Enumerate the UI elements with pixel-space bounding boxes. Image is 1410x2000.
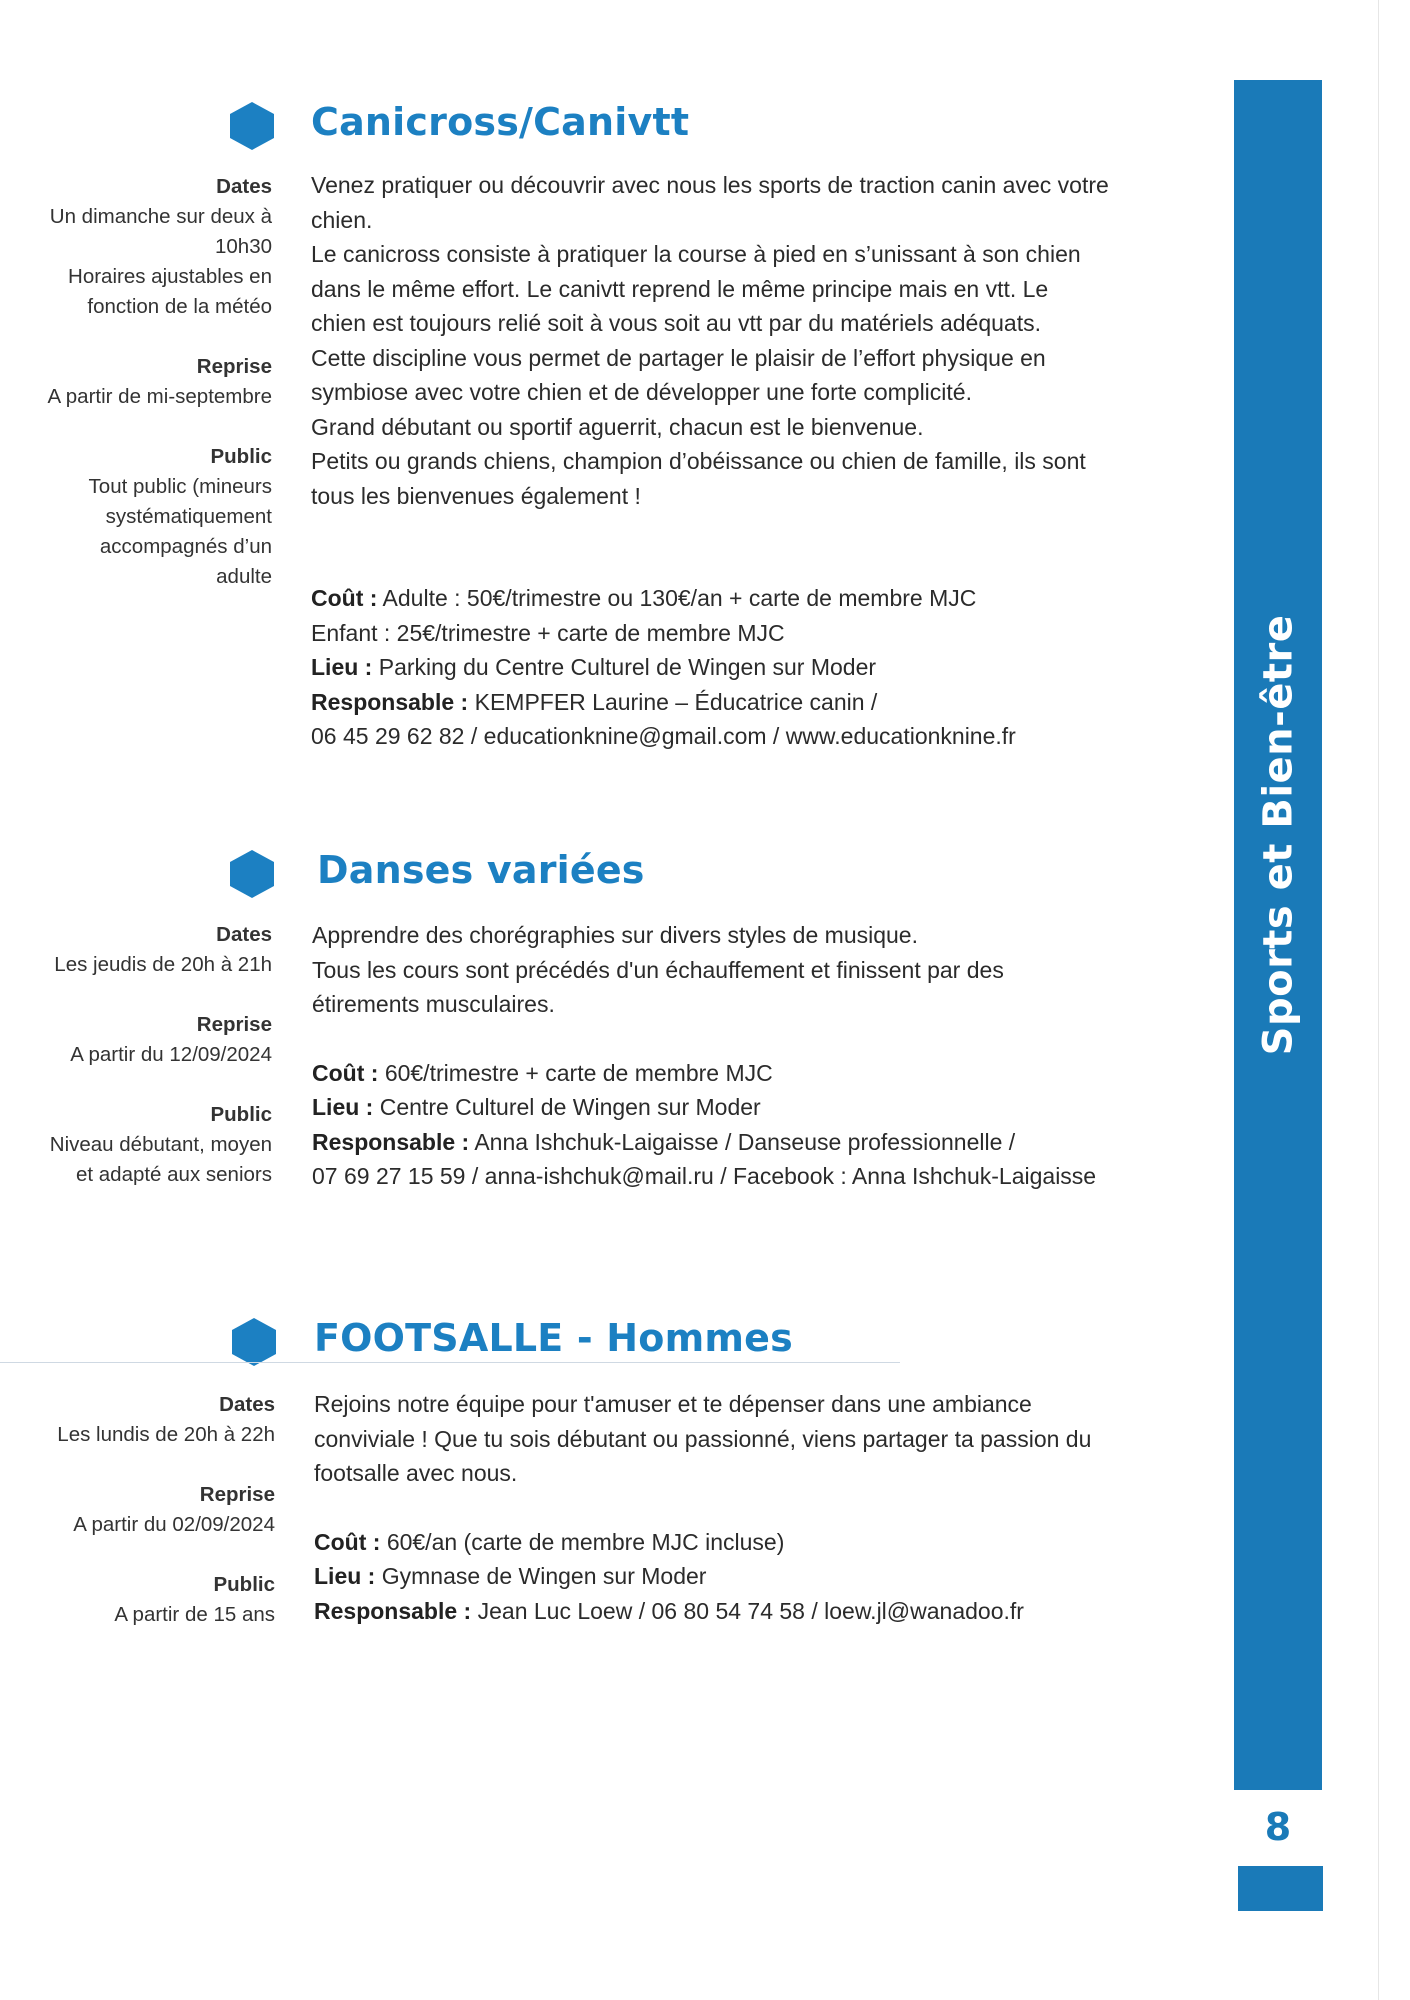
activity-description [311, 168, 1211, 754]
reprise-label: Reprise [199, 1483, 275, 1506]
cout-label: Coût : [314, 1528, 381, 1555]
responsable-label: Responsable : [311, 688, 469, 715]
activity-details [0, 172, 272, 592]
dates-value: 10h30 [214, 235, 272, 258]
responsable-contact: 07 69 27 15 59 / anna-ishchuk@mail.ru / Facebook : Anna Ishchuk-Laigaisse [312, 1163, 1097, 1189]
cout-line [314, 1525, 1214, 1560]
reprise-label: Reprise [196, 1013, 272, 1036]
description-line: Apprendre des chorégraphies sur divers styles de musique. [312, 922, 918, 948]
responsable-line [312, 1125, 1212, 1160]
lieu-value: Parking du Centre Culturel de Wingen sur Moder [378, 654, 877, 680]
description-line: Tous les cours sont précédés d'un échauffement et finissent par des [312, 956, 1004, 983]
description-line: chien. [311, 206, 373, 233]
lieu-label: Lieu : [314, 1563, 376, 1589]
public-label: Public [213, 1573, 275, 1596]
cout-label: Coût : [311, 585, 378, 611]
lieu-value: Gymnase de Wingen sur Moder [381, 1563, 707, 1589]
description-line: Cette discipline vous permet de partager le plaisir de l’effort physique en [311, 344, 1046, 371]
category-label: Sports et Bien-être [1255, 614, 1302, 1056]
cout-value: Adulte : 50€/trimestre ou 130€/an + carte de membre MJC [382, 585, 977, 611]
description-line: footsalle avec nous. [314, 1460, 518, 1486]
cout-value: 60€/trimestre + carte de membre MJC [384, 1059, 773, 1086]
cout-line [312, 1056, 1212, 1091]
description-line: Le canicross consiste à pratiquer la course à pied en s’unissant à son chien [311, 241, 1081, 267]
public-value: A partir de 15 ans [114, 1603, 275, 1626]
description-line: tous les bienvenues également ! [311, 482, 641, 509]
dates-label: Dates [216, 175, 272, 198]
activity-details [0, 1390, 275, 1630]
responsable-label: Responsable : [312, 1128, 470, 1155]
activity-title: FOOTSALLE - Hommes [314, 1316, 793, 1360]
public-value: adulte [216, 565, 272, 588]
responsable-value: Jean Luc Loew / 06 80 54 74 58 / loew.jl@wanadoo.fr [477, 1597, 1024, 1624]
public-label: Public [210, 1103, 272, 1126]
public-value: et adapté aux seniors [75, 1163, 272, 1186]
reprise-label: Reprise [196, 355, 272, 378]
dates-value: Les lundis de 20h à 22h [57, 1423, 275, 1446]
description-line: Petits ou grands chiens, champion d’obéissance ou chien de famille, ils sont [311, 448, 1086, 474]
lieu-label: Lieu : [311, 654, 373, 680]
cout-value: 60€/an (carte de membre MJC incluse) [386, 1528, 785, 1555]
hexagon-icon [230, 102, 274, 150]
public-value: Tout public (mineurs [88, 475, 272, 498]
description-line: Rejoins notre équipe pour t'amuser et te dépenser dans une ambiance [314, 1391, 1032, 1417]
page-edge [1378, 0, 1379, 2000]
responsable-line [311, 685, 1211, 720]
responsable-label: Responsable : [314, 1597, 472, 1624]
public-value: Niveau débutant, moyen [49, 1133, 272, 1156]
public-value: systématiquement [105, 505, 272, 528]
dates-value: fonction de la météo [87, 295, 272, 318]
activity-details [0, 920, 272, 1190]
activity-description [314, 1387, 1214, 1628]
category-label-container [1234, 80, 1322, 1790]
public-value: accompagnés d’un [99, 535, 272, 558]
activity-description [312, 918, 1212, 1194]
dates-value: Horaires ajustables en [68, 265, 272, 288]
cout-extra: Enfant : 25€/trimestre + carte de membre MJC [311, 619, 785, 646]
description-line: conviviale ! Que tu sois débutant ou passionné, viens partager ta passion du [314, 1425, 1092, 1452]
cout-line [311, 581, 1211, 616]
dates-value: Un dimanche sur deux à [49, 205, 272, 228]
activity-title: Canicross/Canivtt [311, 100, 690, 144]
hexagon-icon [230, 850, 274, 898]
lieu-value: Centre Culturel de Wingen sur Moder [379, 1094, 761, 1120]
dates-value: Les jeudis de 20h à 21h [54, 953, 272, 976]
description-line: dans le même effort. Le canivtt reprend le même principe mais en vtt. Le [311, 275, 1049, 302]
responsable-line [314, 1594, 1214, 1629]
page-number: 8 [1264, 1805, 1292, 1849]
divider [0, 1362, 900, 1363]
reprise-value: A partir du 12/09/2024 [70, 1043, 272, 1066]
description-line: Venez pratiquer ou découvrir avec nous les sports de traction canin avec votre [311, 172, 1109, 198]
lieu-line [314, 1559, 1214, 1594]
lieu-line [311, 650, 1211, 685]
public-label: Public [210, 445, 272, 468]
dates-label: Dates [219, 1393, 275, 1416]
hexagon-icon [232, 1318, 276, 1366]
reprise-value: A partir de mi-septembre [47, 385, 272, 408]
responsable-value: Anna Ishchuk-Laigaisse / Danseuse professionnelle / [474, 1128, 1016, 1155]
description-line: chien est toujours relié soit à vous soit au vtt par du matériels adéquats. [311, 310, 1042, 336]
page-number-bar [1238, 1866, 1323, 1911]
description-line: symbiose avec votre chien et de développer une forte complicité. [311, 379, 972, 405]
description-line: étirements musculaires. [312, 991, 555, 1017]
responsable-value: KEMPFER Laurine – Éducatrice canin / [474, 688, 878, 715]
activity-title: Danses variées [317, 848, 645, 892]
responsable-contact: 06 45 29 62 82 / educationknine@gmail.com / www.educationknine.fr [311, 723, 1016, 749]
dates-label: Dates [216, 923, 272, 946]
reprise-value: A partir du 02/09/2024 [73, 1513, 275, 1536]
lieu-label: Lieu : [312, 1094, 374, 1120]
lieu-line [312, 1090, 1212, 1125]
description-line: Grand débutant ou sportif aguerrit, chacun est le bienvenue. [311, 413, 924, 440]
cout-label: Coût : [312, 1059, 379, 1086]
